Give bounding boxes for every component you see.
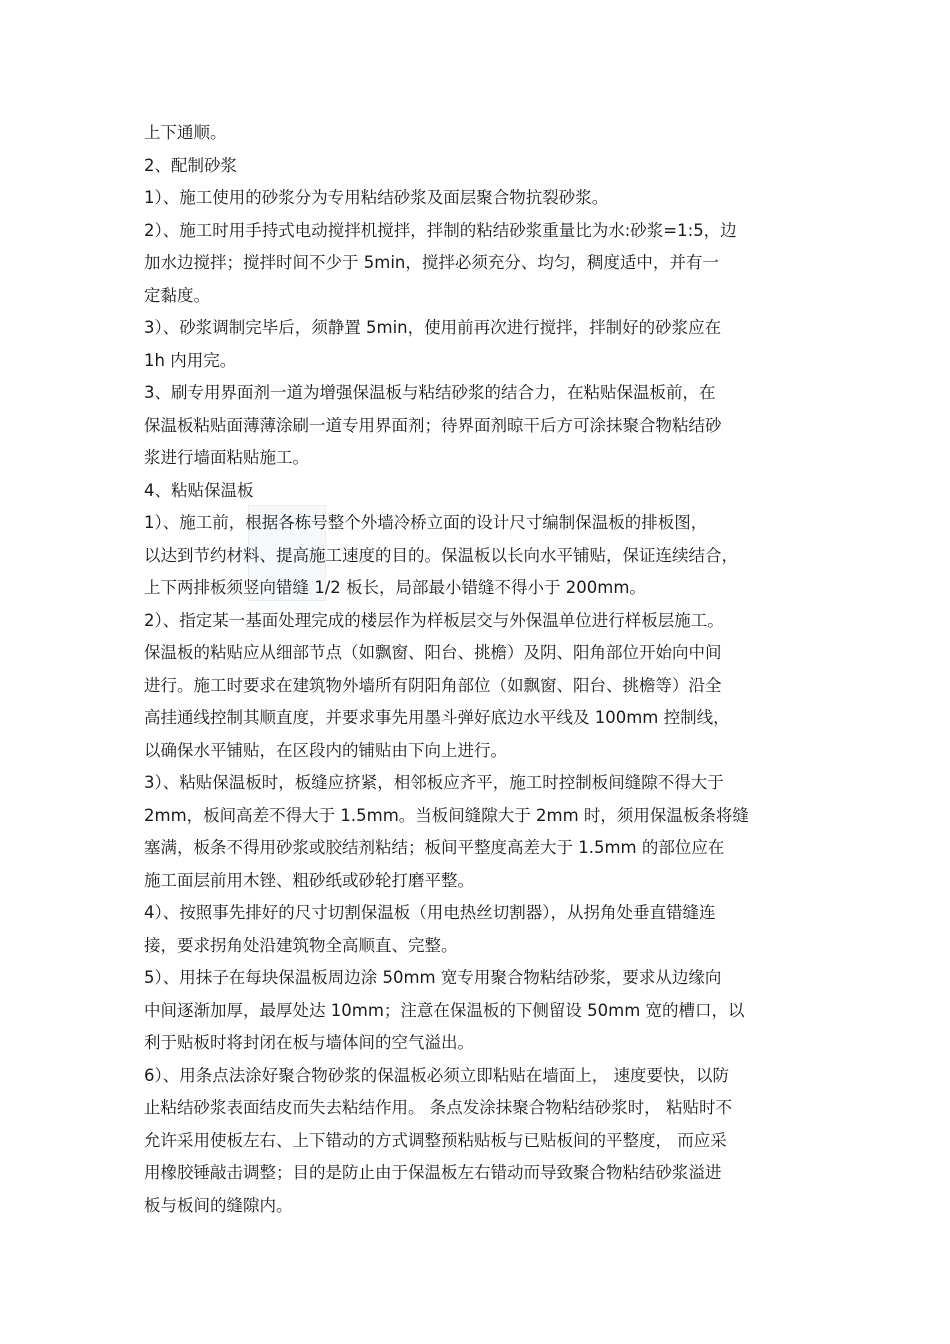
text-line: 3）、粘贴保温板时，板缝应挤紧，相邻板应齐平，施工时控制板间缝隙不得大于 [144, 773, 724, 792]
text-line: 2mm，板间高差不得大于 1.5mm。当板间缝隙大于 2mm 时，须用保温板条将缝 [144, 805, 749, 825]
document-body [144, 117, 812, 1222]
text-line: 浆进行墙面粘贴施工。 [144, 448, 309, 467]
text-line: 上下通顺。 [144, 123, 227, 142]
text-line: 以确保水平铺贴，在区段内的铺贴由下向上进行。 [144, 740, 507, 760]
text-line: 接，要求拐角处沿建筑物全高顺直、完整。 [144, 935, 458, 955]
text-line: 止粘结砂浆表面结皮而失去粘结作用。 条点发涂抹聚合物粘结砂浆时， 粘贴时不 [144, 1098, 732, 1117]
text-line: 进行。施工时要求在建筑物外墙所有阴阳角部位（如飘窗、阳台、挑檐等）沿全 [144, 675, 722, 695]
text-line: 塞满，板条不得用砂浆或胶结剂粘结；板间平整度高差大于 1.5mm 的部位应在 [144, 838, 725, 857]
text-line: 2）、施工时用手持式电动搅拌机搅拌，拌制的粘结砂浆重量比为水:砂浆=1:5，边 [144, 220, 737, 240]
text-line: 保温板粘贴面薄薄涂刷一道专用界面剂；待界面剂晾干后方可涂抹聚合物粘结砂 [144, 415, 722, 435]
section-heading: 4、粘贴保温板 [144, 480, 254, 500]
text-line: 施工面层前用木锉、粗砂纸或砂轮打磨平整。 [144, 870, 474, 890]
text-line: 定黏度。 [144, 285, 210, 305]
text-line: 6）、用条点法涂好聚合物砂浆的保温板必须立即粘贴在墙面上， 速度要快，以防 [144, 1065, 729, 1085]
text-line: 3、刷专用界面剂一道为增强保温板与粘结砂浆的结合力，在粘贴保温板前，在 [144, 383, 716, 402]
text-line: 2）、指定某一基面处理完成的楼层作为样板层交与外保温单位进行样板层施工。 [144, 610, 724, 630]
section-heading: 2、配制砂浆 [144, 155, 237, 175]
text-line: 保温板的粘贴应从细部节点（如飘窗、阳台、挑檐）及阴、阳角部位开始向中间 [144, 643, 722, 662]
text-line: 1）、施工使用的砂浆分为专用粘结砂浆及面层聚合物抗裂砂浆。 [144, 188, 609, 207]
text-line: 5）、用抹子在每块保温板周边涂 50mm 宽专用聚合物粘结砂浆，要求从边缘向 [144, 968, 722, 987]
text-line: 板与板间的缝隙内。 [144, 1195, 293, 1215]
text-line: 高挂通线控制其顺直度，并要求事先用墨斗弹好底边水平线及 100mm 控制线， [144, 708, 730, 727]
text-line: 1）、施工前，根据各栋号整个外墙冷桥立面的设计尺寸编制保温板的排板图， [144, 513, 708, 532]
text-line: 允许采用使板左右、上下错动的方式调整预粘贴板与已贴板间的平整度， 而应采 [144, 1130, 727, 1150]
text-line: 4）、按照事先排好的尺寸切割保温板（用电热丝切割器），从拐角处垂直错缝连 [144, 903, 716, 922]
text-line: 利于贴板时将封闭在板与墙体间的空气溢出。 [144, 1033, 474, 1052]
text-line: 用橡胶锤敲击调整；目的是防止由于保温板左右错动而导致聚合物粘结砂浆溢进 [144, 1163, 722, 1182]
text-line: 上下两排板须竖向错缝 1/2 板长，局部最小错缝不得小于 200mm。 [144, 578, 646, 597]
text-line: 1h 内用完。 [144, 350, 237, 370]
text-line: 3）、砂浆调制完毕后，须静置 5min，使用前再次进行搅拌，拌制好的砂浆应在 [144, 318, 722, 337]
text-line: 中间逐渐加厚，最厚处达 10mm；注意在保温板的下侧留设 50mm 宽的槽口，以 [144, 1000, 745, 1020]
text-line: 以达到节约材料、提高施工速度的目的。保温板以长向水平铺贴，保证连续结合， [144, 545, 738, 565]
text-line: 加水边搅拌；搅拌时间不少于 5min，搅拌必须充分、均匀，稠度适中，并有一 [144, 253, 719, 272]
